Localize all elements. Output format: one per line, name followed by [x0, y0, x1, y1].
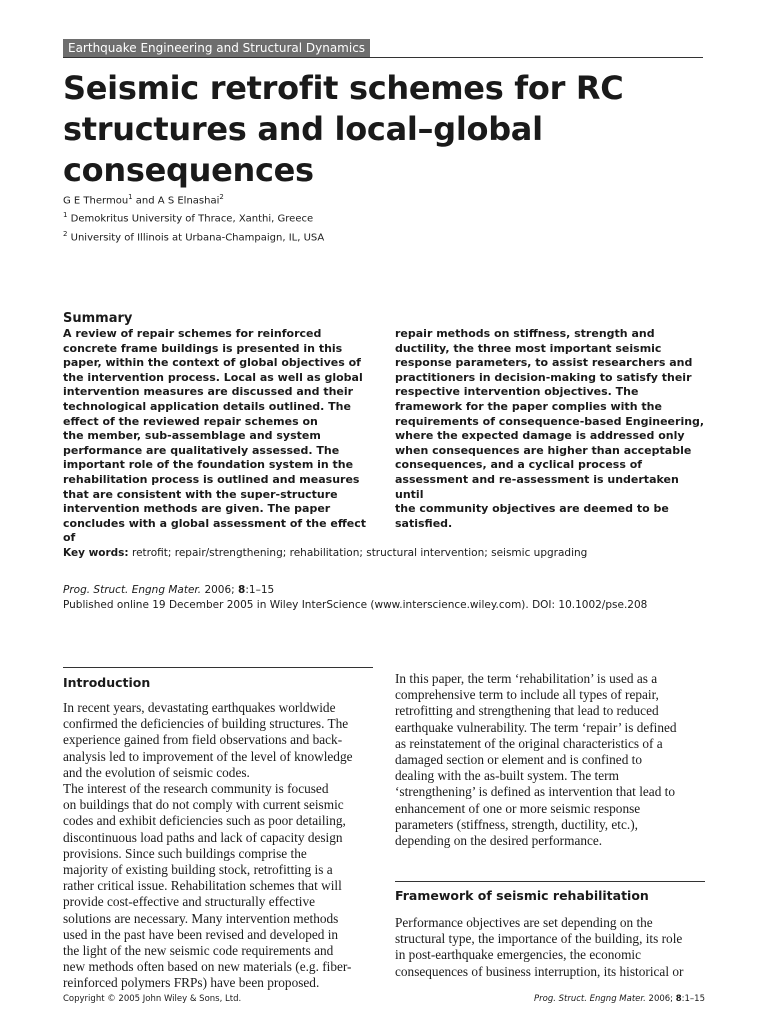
author-block	[63, 190, 703, 245]
author-line	[63, 190, 703, 208]
footer-pages: :1–15	[681, 994, 705, 1004]
framework-heading: Framework of seismic rehabilitation	[395, 888, 649, 903]
intro-paragraph-3: In this paper, the term ‘rehabilitation’ is used as a comprehensive term to include all types of repair, retrofitting and strengthening that lead to reduced earthquake vulnerability. The term ‘repair’ is defined as reinstatement of the original characteristics of a damaged section or element and is confined to dealing with the as-built system. The term ‘strengthening’ is defined as intervention that lead to enhancement of one or more seismic response parameters (stiffness, strength, ductility, etc.), depending on the desired performance.	[395, 671, 677, 849]
affiliation	[63, 208, 703, 226]
citation-pages: :1–15	[245, 584, 275, 596]
framework-paragraph-1: Performance objectives are set depending on the structural type, the importance of the building, its role in post-earthquake emergencies, the economic consequences of business interruption, its historical or	[395, 915, 684, 979]
intro-paragraph-1: In recent years, devastating earthquakes worldwide confirmed the deficiencies of building structures. The experience gained from field observations and back- analysis led to improvement of the level of knowledge and the evolution of seismic codes.	[63, 700, 353, 780]
affiliation-marker: 1	[63, 211, 68, 220]
affiliation	[63, 227, 703, 245]
summary-text-right: repair methods on stiffness, strength and ductility, the three most important seismic response parameters, to assist researchers and practitioners in decision-making to satisfy their respective intervention objectives. The framework for the paper complies with the requirements of consequence-based Engineering, where the expected damage is addressed only when consequences are higher than acceptable consequences, and a cyclical process of assessment and re-assessment is undertaken until the community objectives are deemed to be satisfied.	[395, 327, 705, 530]
author-name: and A S Elnashai	[132, 195, 220, 207]
keywords-label: Key words:	[63, 547, 129, 559]
affiliation-text: University of Illinois at Urbana-Champaign, IL, USA	[67, 231, 325, 243]
footer-year: 2006;	[645, 994, 676, 1004]
affiliation-marker: 1	[128, 193, 133, 201]
journal-abbrev: Prog. Struct. Engng Mater.	[63, 584, 202, 596]
citation-volume: 8	[238, 584, 246, 596]
author-name: G E Thermou	[63, 195, 129, 207]
summary-heading: Summary	[63, 311, 133, 326]
journal-name: Earthquake Engineering and Structural Dynamics	[63, 39, 370, 57]
header-rule	[63, 57, 703, 58]
affiliation-marker: 2	[63, 229, 68, 238]
citation-line	[63, 583, 723, 598]
intro-heading: Introduction	[63, 675, 151, 690]
citation-year: 2006;	[201, 584, 239, 596]
summary-text-left: A review of repair schemes for reinforced concrete frame buildings is presented in this paper, within the context of global objectives of the intervention process. Local as well as global intervention measures are discussed and their technological application details outlined. The effect of the reviewed repair schemes on the member, sub-assemblage and system performance are qualitatively assessed. The important role of the foundation system in the rehabilitation process is outlined and measures that are consistent with the super-structure intervention methods are given. The paper concludes with a global assessment of the effect of	[63, 327, 367, 545]
citation-block	[63, 583, 723, 613]
intro-paragraph-2: The interest of the research community is focused on buildings that do not comply with current seismic codes and exhibit deficiencies such as poor detailing, discontinuous load paths and lack of capacity design provisions. Since such buildings comprise the majority of existing building stock, retrofitting is a rather critical issue. Rehabilitation schemes that will provide cost-effective and structurally effective solutions are necessary. Many intervention methods used in the past have been revised and developed in the light of the new seismic code requirements and new methods often based on new materials (e.g. fiber- reinforced polymers FRPs) have been proposed.	[63, 781, 352, 991]
intro-rule	[63, 667, 373, 668]
publication-info: Published online 19 December 2005 in Wiley InterScience (www.interscience.wiley.com). DOI: 10.1002/pse.208	[63, 599, 648, 611]
keywords	[63, 547, 713, 559]
journal-header	[63, 39, 703, 59]
affiliation-marker: 2	[219, 193, 224, 201]
keywords-list: retrofit; repair/strengthening; rehabilitation; structural intervention; seismic upgrading	[128, 547, 588, 559]
footer-volume: 8	[675, 994, 682, 1004]
footer-journal: Prog. Struct. Engng Mater.	[534, 994, 646, 1004]
footer-citation	[534, 994, 705, 1004]
footer-copyright: Copyright © 2005 John Wiley & Sons, Ltd.	[63, 994, 242, 1004]
framework-rule	[395, 881, 705, 882]
article-title: Seismic retrofit schemes for RC structures and local–global consequences	[63, 69, 624, 189]
affiliation-text: Demokritus University of Thrace, Xanthi, Greece	[67, 213, 314, 225]
